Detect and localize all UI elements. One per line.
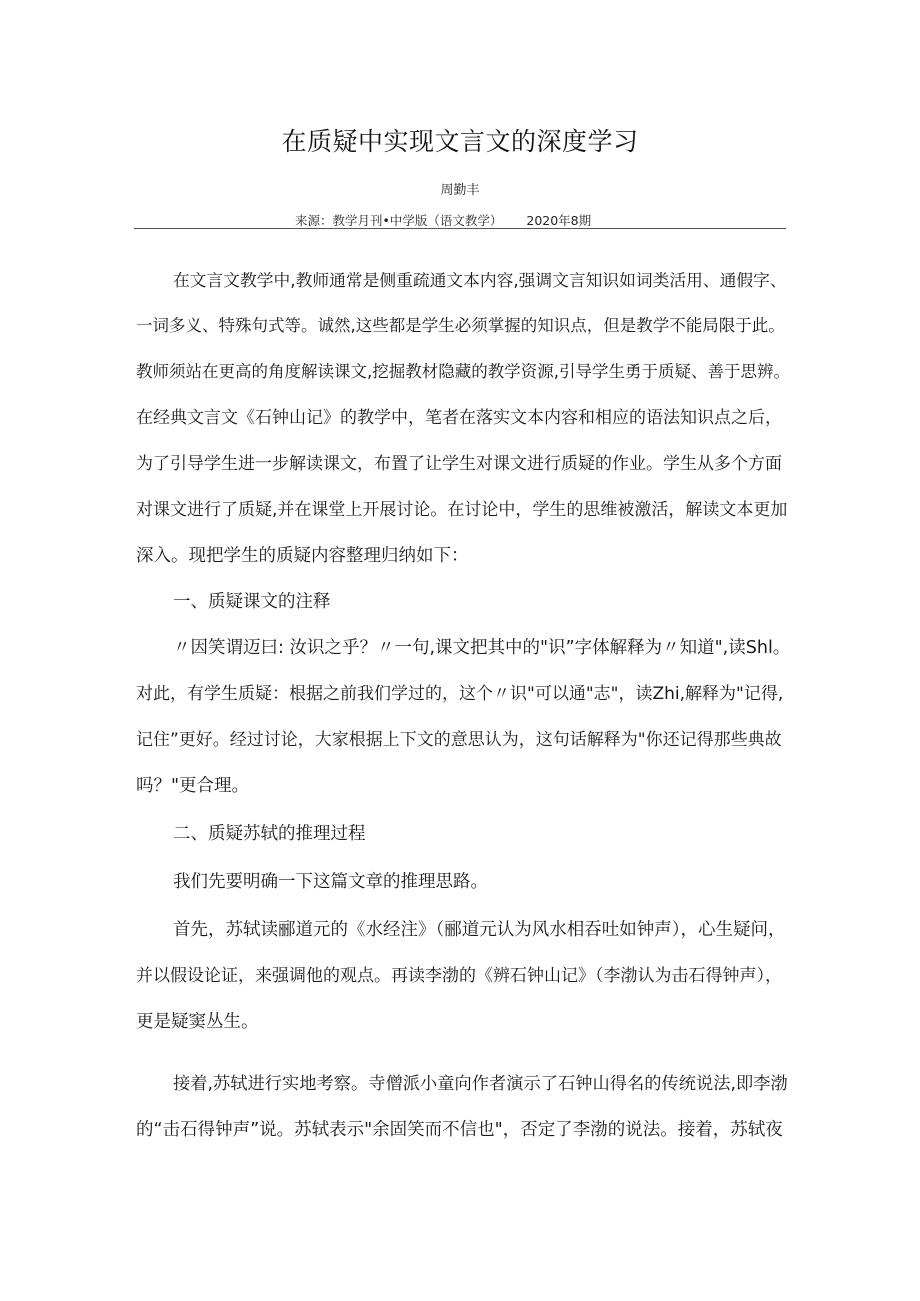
header-divider	[134, 228, 786, 229]
body-line-14: 我们先要明确一下这篇文章的推理思路。	[173, 872, 488, 892]
article-title: 在质疑中实现文言文的深度学习	[281, 127, 639, 156]
body-line-4: 在经典文言文《石钟山记》的教学中，笔者在落实文本内容和相应的语法知识点之后，	[136, 408, 782, 428]
body-line-12: 吗？"更合理。	[136, 776, 250, 796]
body-line-2: 一词多义、特殊句式等。诚然,这些都是学生必须掌握的知识点，但是教学不能局限于此。	[136, 316, 785, 335]
body-line-15: 首先，苏轼读郦道元的《水经注》（郦道元认为风水相吞吐如钟声），心生疑问，	[173, 920, 786, 940]
source-issue: 2020年8期	[526, 213, 592, 228]
body-line-16: 并以假设论证，来强调他的观点。再读李渤的《辨石钟山记》（李渤认为击石得钟声），	[136, 966, 782, 986]
body-line-9: 〃因笑谓迈曰: 汝识之乎？〃一句,课文把其中的"识”字体解释为〃知道",读Shl。	[173, 638, 791, 658]
body-line-19: 的“击石得钟声”说。苏轼表示"余固笑而不信也"，否定了李渤的说法。接着，苏轼夜	[136, 1120, 783, 1140]
body-line-5: 为了引导学生进一步解读课文，布置了让学生对课文进行质疑的作业。学生从多个方面	[136, 454, 782, 474]
section-heading-1: 一、质疑课文的注释	[173, 592, 331, 612]
source-publication: 来源：教学月刊•中学版（语文教学）	[295, 213, 503, 228]
body-line-7: 深入。现把学生的质疑内容整理归纳如下：	[136, 546, 469, 566]
article-source	[295, 211, 591, 229]
section-heading-2: 二、质疑苏轼的推理过程	[173, 824, 366, 844]
body-line-11: 记住”更好。经过讨论，大家根据上下文的意思认为，这句话解释为"你还记得那些典故	[136, 730, 782, 750]
body-line-3: 教师须站在更高的角度解读课文,挖掘教材隐藏的教学资源,引导学生勇于质疑、善于思辨。	[136, 362, 790, 381]
body-line-18: 接着,苏轼进行实地考察。寺僧派小童向作者演示了石钟山得名的传统说法,即李渤	[173, 1074, 788, 1094]
article-author: 周勤丰	[440, 183, 480, 198]
body-line-17: 更是疑窦丛生。	[136, 1012, 259, 1032]
body-line-1: 在文言文教学中,教师通常是侧重疏通文本内容,强调文言知识如词类活用、通假字、	[173, 270, 787, 290]
body-line-10: 对此，有学生质疑：根据之前我们学过的，这个〃识"可以通"志"，读Zhi,解释为"记得,	[136, 684, 784, 704]
body-line-6: 对课文进行了质疑,并在课堂上开展讨论。在讨论中，学生的思维被激活，解读文本更加	[136, 500, 788, 520]
